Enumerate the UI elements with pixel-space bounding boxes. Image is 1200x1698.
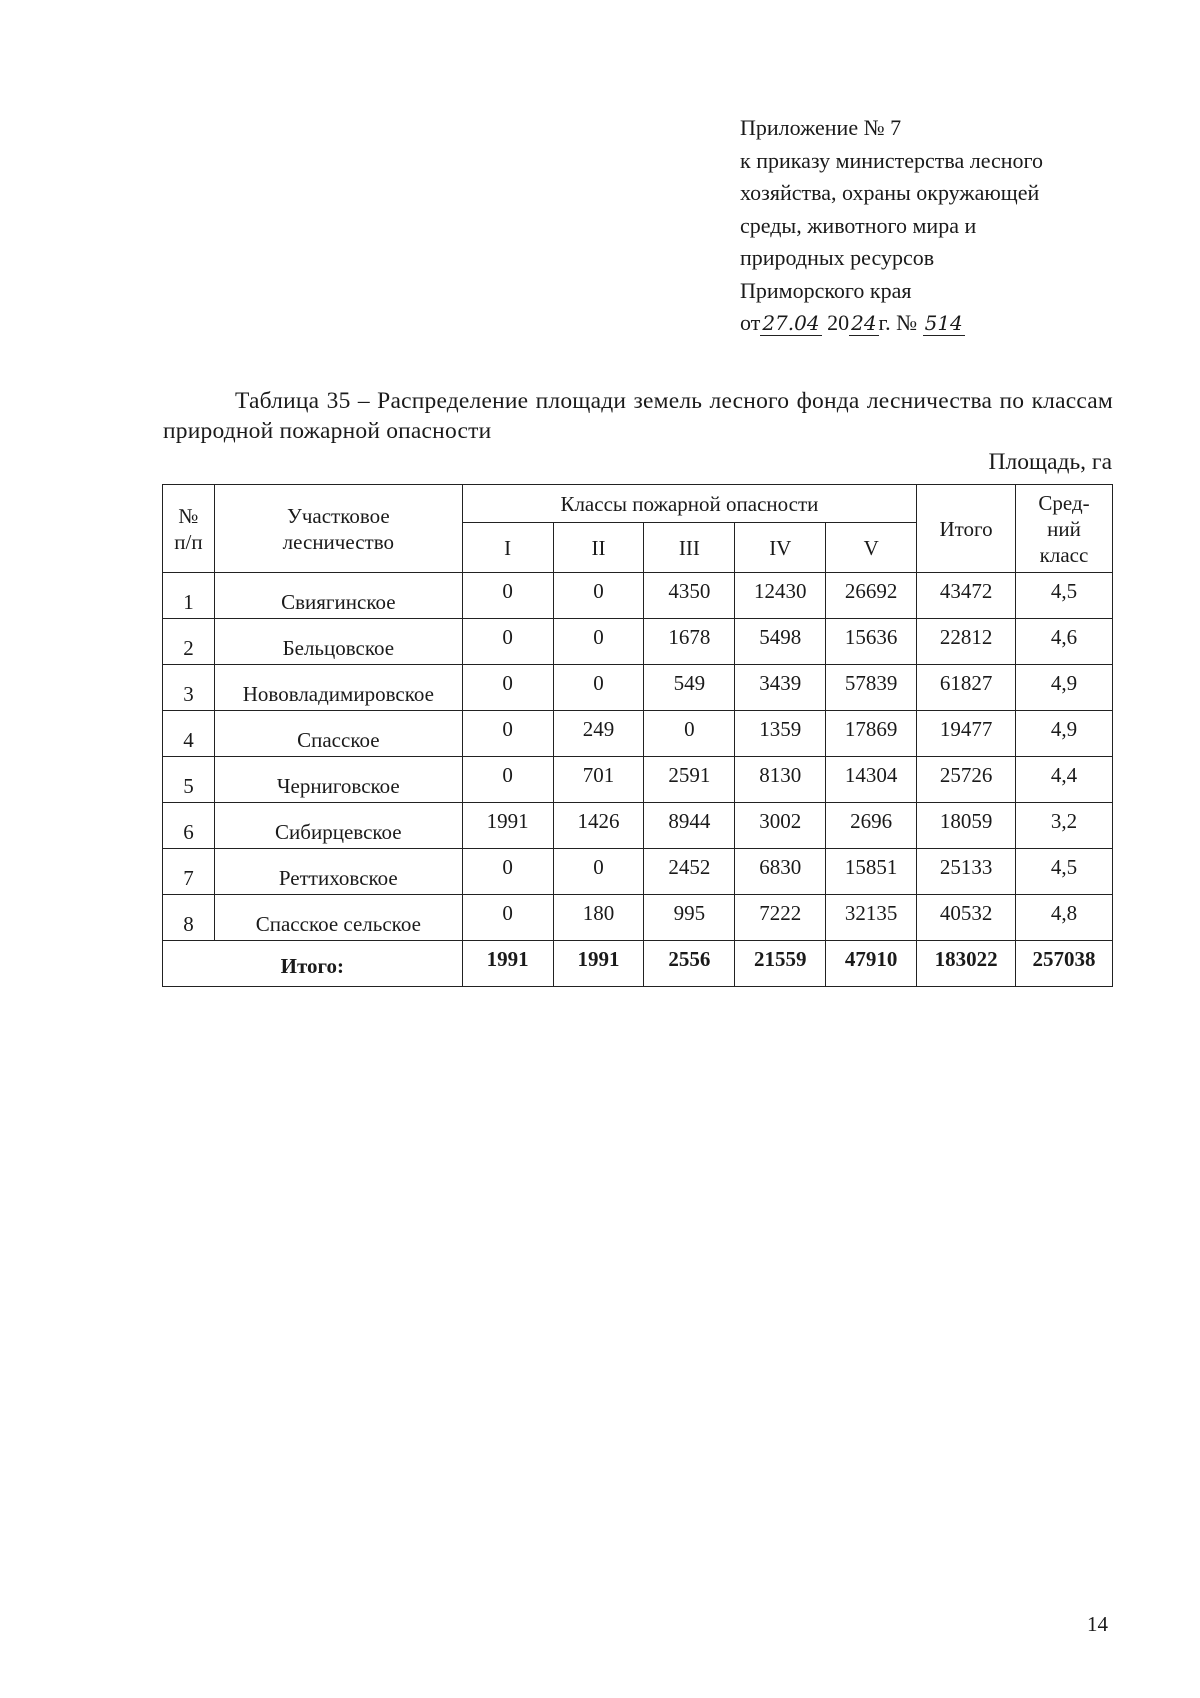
row-number: 4 [163, 711, 215, 757]
table-row [163, 803, 1113, 849]
cell-c1: 0 [462, 619, 553, 665]
cell-c2: 0 [553, 619, 644, 665]
cell-c3: 8944 [644, 803, 735, 849]
table-row [163, 849, 1113, 895]
year-prefix: 20 [827, 310, 850, 335]
forestry-name: Бельцовское [214, 619, 462, 665]
date-prefix: от [740, 310, 761, 335]
cell-c5: 2696 [826, 803, 917, 849]
total-c3: 2556 [644, 941, 735, 987]
row-number: 5 [163, 757, 215, 803]
appendix-line: Приложение № 7 [740, 115, 902, 140]
cell-c3: 549 [644, 665, 735, 711]
cell-c4: 8130 [735, 757, 826, 803]
cell-c1: 0 [462, 757, 553, 803]
header-num: № п/п [163, 485, 215, 573]
cell-c2: 701 [553, 757, 644, 803]
table-row [163, 665, 1113, 711]
forestry-name: Сибирцевское [214, 803, 462, 849]
cell-c2: 0 [553, 849, 644, 895]
cell-c4: 7222 [735, 895, 826, 941]
cell-c3: 0 [644, 711, 735, 757]
table-row [163, 757, 1113, 803]
row-number: 1 [163, 573, 215, 619]
cell-avg: 4,4 [1016, 757, 1113, 803]
cell-c5: 17869 [826, 711, 917, 757]
cell-c5: 15636 [826, 619, 917, 665]
total-c2: 1991 [553, 941, 644, 987]
row-number: 3 [163, 665, 215, 711]
table-row [163, 619, 1113, 665]
cell-c5: 32135 [826, 895, 917, 941]
cell-c5: 14304 [826, 757, 917, 803]
fire-danger-table [162, 484, 1113, 987]
cell-c1: 0 [462, 895, 553, 941]
cell-total: 61827 [917, 665, 1016, 711]
handwritten-order-number: 514 [924, 311, 963, 335]
cell-c3: 2591 [644, 757, 735, 803]
cell-c2: 0 [553, 573, 644, 619]
forestry-name: Нововладимировское [214, 665, 462, 711]
cell-c3: 2452 [644, 849, 735, 895]
forestry-name: Спасское [214, 711, 462, 757]
cell-c4: 3002 [735, 803, 826, 849]
cell-avg: 4,9 [1016, 711, 1113, 757]
cell-c4: 3439 [735, 665, 826, 711]
cell-c1: 1991 [462, 803, 553, 849]
header-class-3: III [644, 523, 735, 573]
total-c1: 1991 [462, 941, 553, 987]
cell-c1: 0 [462, 849, 553, 895]
total-row [163, 941, 1113, 987]
cell-total: 25726 [917, 757, 1016, 803]
cell-c2: 249 [553, 711, 644, 757]
appendix-block [740, 112, 1043, 340]
total-avg: 257038 [1016, 941, 1113, 987]
cell-c1: 0 [462, 573, 553, 619]
cell-avg: 4,5 [1016, 849, 1113, 895]
cell-total: 18059 [917, 803, 1016, 849]
cell-c3: 4350 [644, 573, 735, 619]
cell-c2: 0 [553, 665, 644, 711]
cell-avg: 4,9 [1016, 665, 1113, 711]
cell-c5: 15851 [826, 849, 917, 895]
appendix-line: к приказу министерства лесного [740, 147, 1044, 173]
table-row [163, 895, 1113, 941]
cell-c3: 995 [644, 895, 735, 941]
cell-c2: 1426 [553, 803, 644, 849]
year-suffix: г. № [878, 310, 918, 335]
cell-c4: 6830 [735, 849, 826, 895]
row-number: 8 [163, 895, 215, 941]
header-class-2: II [553, 523, 644, 573]
header-forestry: Участковое лесничество [214, 485, 462, 573]
cell-c1: 0 [462, 711, 553, 757]
appendix-line: природных ресурсов [740, 245, 935, 270]
header-class-4: IV [735, 523, 826, 573]
order-date-line [740, 307, 1043, 340]
appendix-line: хозяйства, охраны окружающей [740, 180, 1040, 205]
header-avg-class: Сред- ний класс [1016, 485, 1113, 573]
handwritten-year: 24 [851, 311, 877, 335]
cell-c3: 1678 [644, 619, 735, 665]
forestry-name: Реттиховское [214, 849, 462, 895]
cell-total: 19477 [917, 711, 1016, 757]
table-caption: Таблица 35 – Распределение площади земель лесного фонда лесничества по классам природной пожарной опасности [163, 388, 1113, 444]
forestry-name: Спасское сельское [214, 895, 462, 941]
handwritten-date: 27.04 [762, 311, 820, 335]
total-c4: 21559 [735, 941, 826, 987]
cell-c4: 1359 [735, 711, 826, 757]
cell-total: 25133 [917, 849, 1016, 895]
units-label: Площадь, га [988, 449, 1112, 475]
page-number: 14 [1087, 1612, 1108, 1636]
forestry-name: Свиягинское [214, 573, 462, 619]
header-total: Итого [917, 485, 1016, 573]
cell-c4: 12430 [735, 573, 826, 619]
cell-c1: 0 [462, 665, 553, 711]
cell-c4: 5498 [735, 619, 826, 665]
cell-total: 40532 [917, 895, 1016, 941]
cell-avg: 3,2 [1016, 803, 1113, 849]
cell-avg: 4,8 [1016, 895, 1113, 941]
cell-avg: 4,6 [1016, 619, 1113, 665]
table-row [163, 573, 1113, 619]
appendix-line: Приморского края [740, 277, 912, 303]
cell-c5: 57839 [826, 665, 917, 711]
cell-total: 22812 [917, 619, 1016, 665]
cell-total: 43472 [917, 573, 1016, 619]
header-classes-group: Классы пожарной опасности [462, 485, 916, 523]
row-number: 2 [163, 619, 215, 665]
header-class-1: I [462, 523, 553, 573]
row-number: 6 [163, 803, 215, 849]
total-total: 183022 [917, 941, 1016, 987]
forestry-name: Черниговское [214, 757, 462, 803]
table-row [163, 711, 1113, 757]
header-class-5: V [826, 523, 917, 573]
total-label: Итого: [163, 941, 463, 987]
row-number: 7 [163, 849, 215, 895]
appendix-line: среды, животного мира и [740, 212, 977, 238]
cell-avg: 4,5 [1016, 573, 1113, 619]
total-c5: 47910 [826, 941, 917, 987]
cell-c5: 26692 [826, 573, 917, 619]
cell-c2: 180 [553, 895, 644, 941]
